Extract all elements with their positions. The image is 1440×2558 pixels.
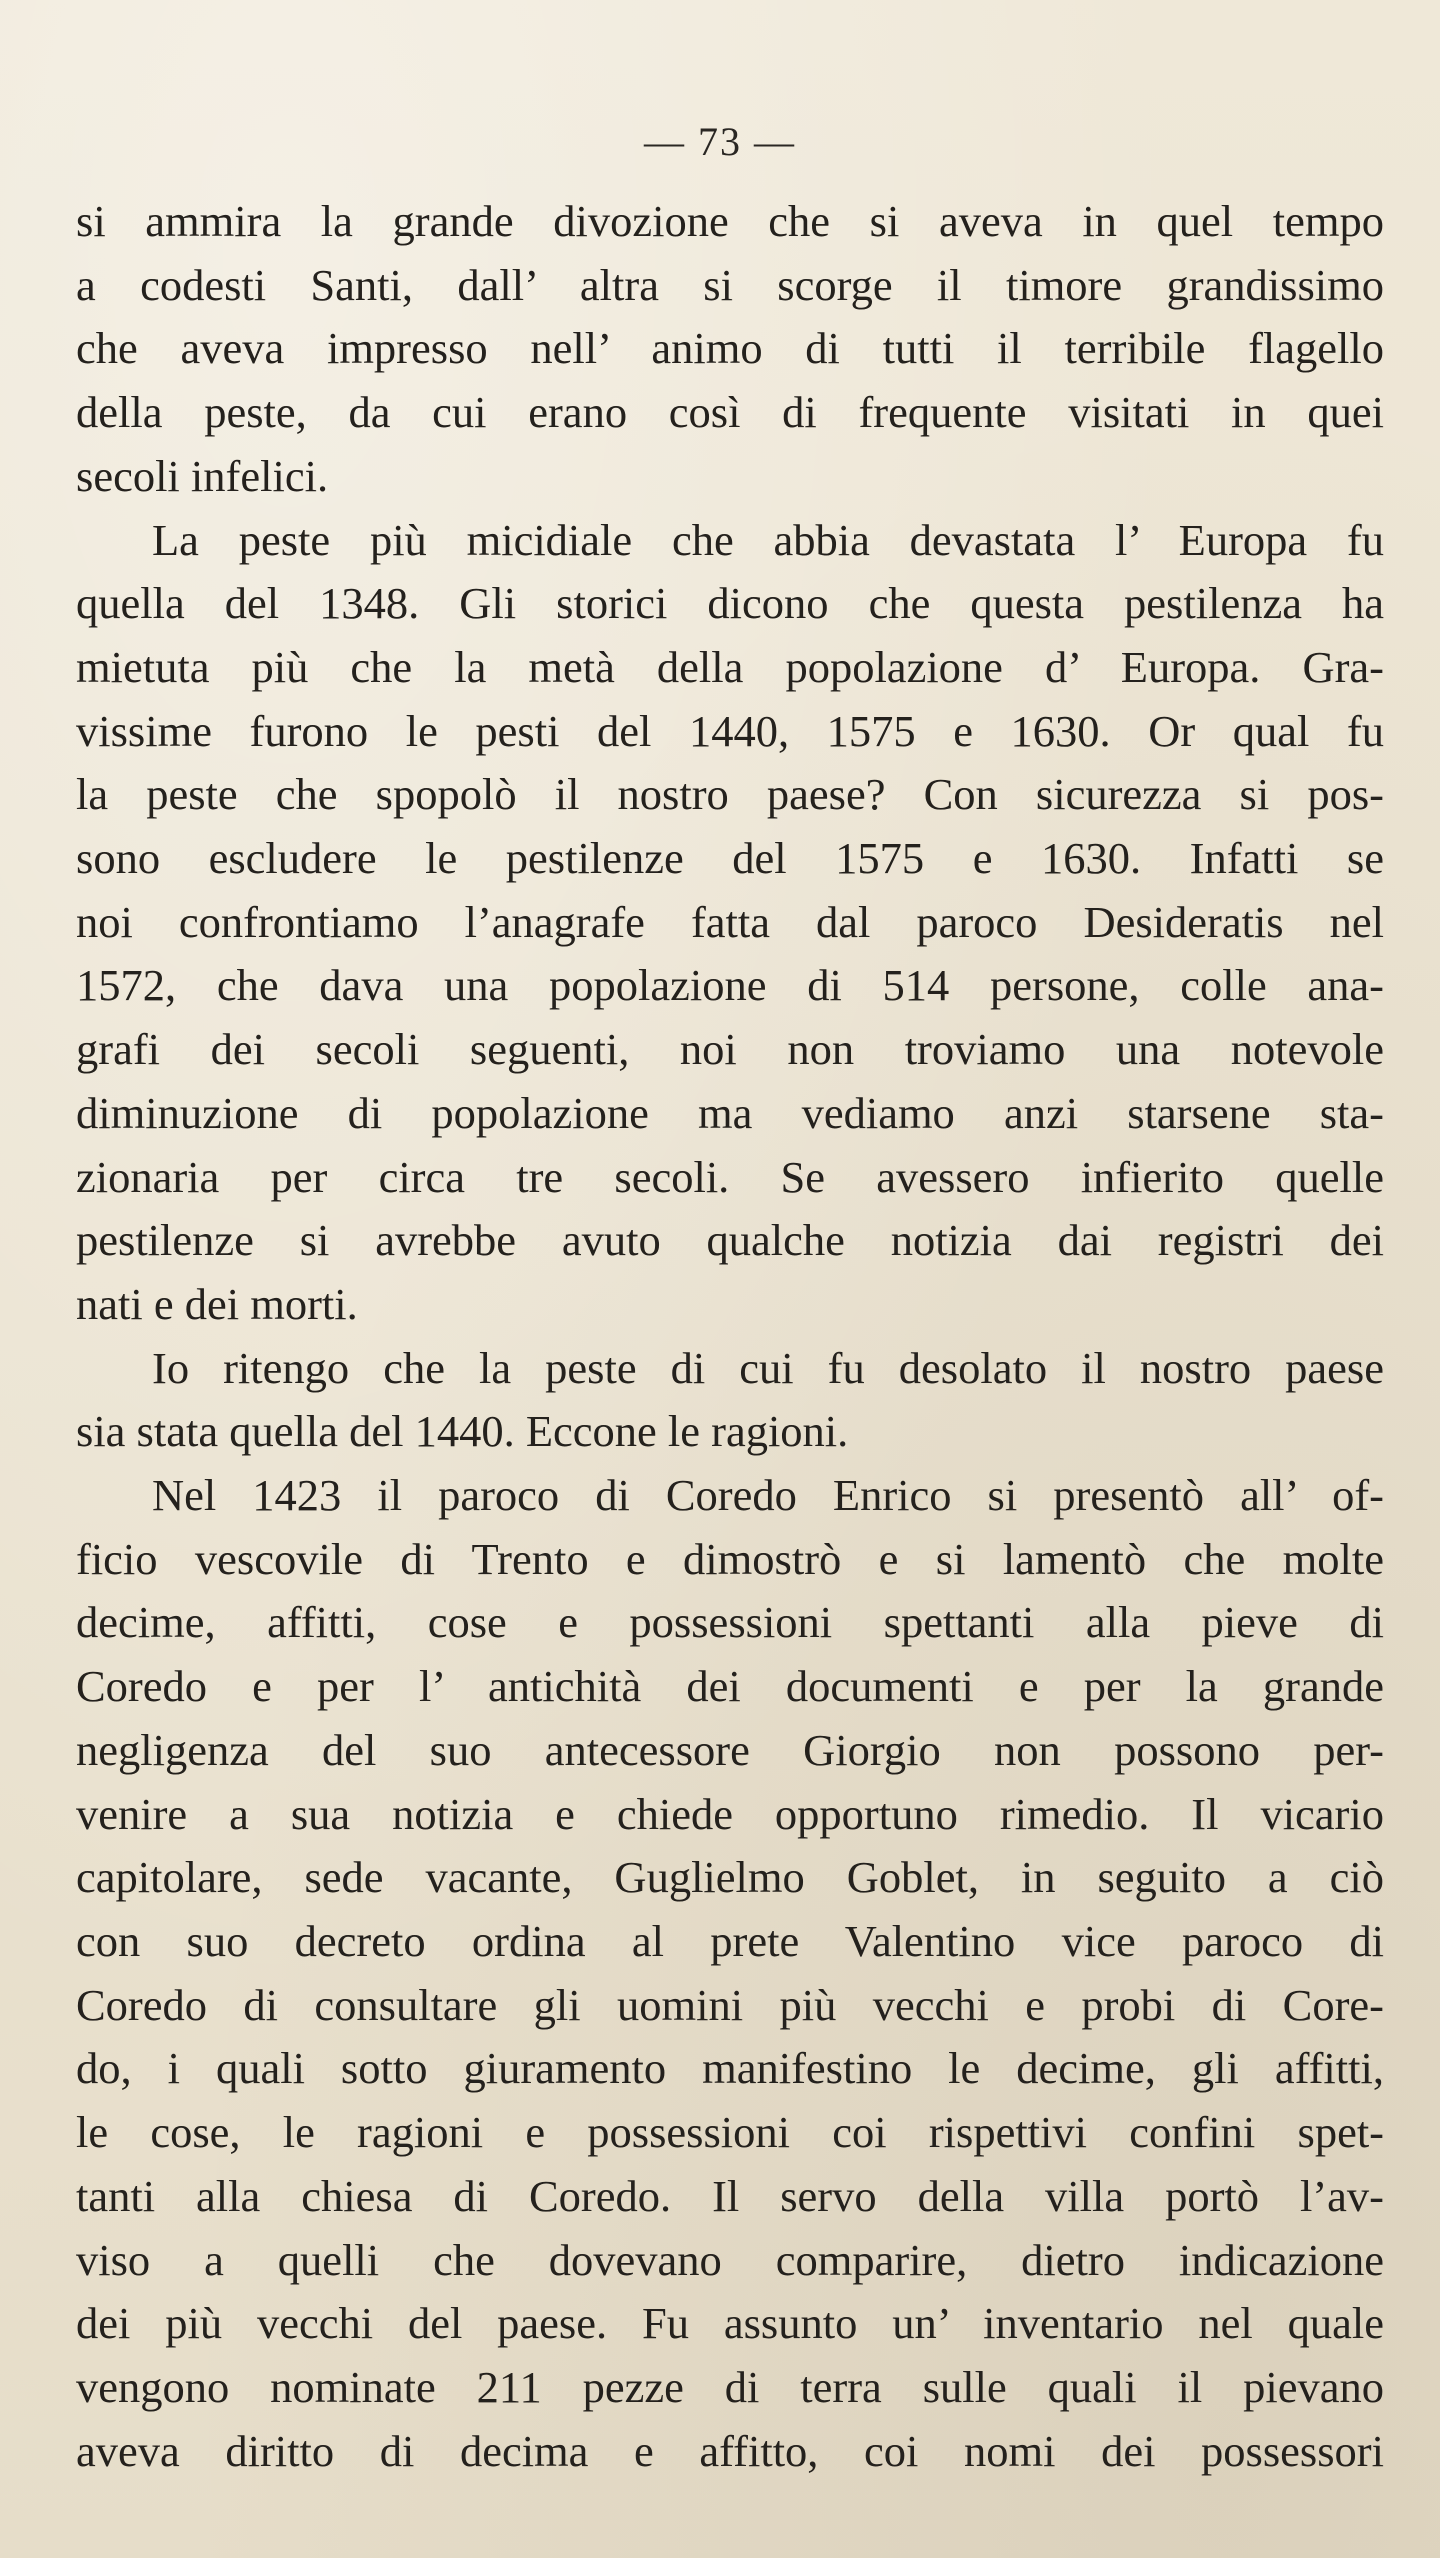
text-line: ficio vescovile di Trento e dimostrò e si lamentò che molte — [76, 1533, 1384, 1584]
text-line: dei più vecchi del paese. Fu assunto un’ inventario nel quale — [76, 2298, 1384, 2349]
text-line: do, i quali sotto giuramento manifestino le decime, gli affitti, — [76, 2043, 1384, 2094]
text-line: quella del 1348. Gli storici dicono che questa pestilenza ha — [76, 578, 1384, 629]
text-line: decime, affitti, cose e possessioni spettanti alla pieve di — [76, 1597, 1384, 1648]
text-line: con suo decreto ordina al prete Valentino vice paroco di — [76, 1915, 1384, 1966]
page-number: — 73 — — [644, 119, 796, 164]
text-line: Coredo di consultare gli uomini più vecchi e probi di Core- — [76, 1979, 1384, 2030]
text-line: a codesti Santi, dall’ altra si scorge il timore grandissimo — [76, 259, 1384, 310]
text-line: grafi dei secoli seguenti, noi non troviamo una notevole — [76, 1024, 1384, 1075]
text-line: vengono nominate 211 pezze di terra sulle quali il pievano — [76, 2361, 1384, 2412]
text-line: diminuzione di popolazione ma vediamo anzi starsene sta- — [76, 1087, 1384, 1138]
text-line: mietuta più che la metà della popolazione d’ Europa. Gra- — [76, 641, 1384, 692]
text-line: nati e dei morti. — [76, 1278, 358, 1329]
text-line: capitolare, sede vacante, Guglielmo Goblet, in seguito a ciò — [76, 1852, 1384, 1903]
text-line: La peste più micidiale che abbia devastata l’ Europa fu — [152, 514, 1384, 565]
text-line: viso a quelli che dovevano comparire, dietro indicazione — [76, 2234, 1384, 2285]
text-line: aveva diritto di decima e affitto, coi nomi dei possessori — [76, 2425, 1384, 2476]
text-line: sono escludere le pestilenze del 1575 e 1630. Infatti se — [76, 833, 1384, 884]
text-line: della peste, da cui erano così di frequente visitati in quei — [76, 387, 1384, 438]
text-line: le cose, le ragioni e possessioni coi rispettivi confini spet- — [76, 2107, 1384, 2158]
text-line: la peste che spopolò il nostro paese? Con sicurezza si pos- — [76, 769, 1384, 820]
text-line: pestilenze si avrebbe avuto qualche notizia dai registri dei — [76, 1215, 1384, 1266]
text-line: venire a sua notizia e chiede opportuno rimedio. Il vicario — [76, 1788, 1384, 1839]
text-line: tanti alla chiesa di Coredo. Il servo della villa portò l’av- — [76, 2170, 1384, 2221]
text-line: Io ritengo che la peste di cui fu desolato il nostro paese — [152, 1342, 1384, 1393]
text-line: sia stata quella del 1440. Eccone le ragioni. — [76, 1406, 849, 1457]
body-text — [76, 190, 1384, 2483]
text-line: zionaria per circa tre secoli. Se avessero infierito quelle — [76, 1151, 1384, 1202]
text-line: Coredo e per l’ antichità dei documenti e per la grande — [76, 1661, 1384, 1712]
text-line: noi confrontiamo l’anagrafe fatta dal paroco Desideratis nel — [76, 896, 1384, 947]
text-line: 1572, che dava una popolazione di 514 persone, colle ana- — [76, 960, 1384, 1011]
text-line: Nel 1423 il paroco di Coredo Enrico si presentò all’ of- — [152, 1470, 1384, 1521]
text-line: che aveva impresso nell’ animo di tutti il terribile flagello — [76, 323, 1384, 374]
text-line: vissime furono le pesti del 1440, 1575 e 1630. Or qual fu — [76, 705, 1384, 756]
text-line: si ammira la grande divozione che si aveva in quel tempo — [76, 196, 1384, 246]
text-line: negligenza del suo antecessore Giorgio non possono per- — [76, 1724, 1384, 1775]
text-line: secoli infelici. — [76, 450, 329, 501]
